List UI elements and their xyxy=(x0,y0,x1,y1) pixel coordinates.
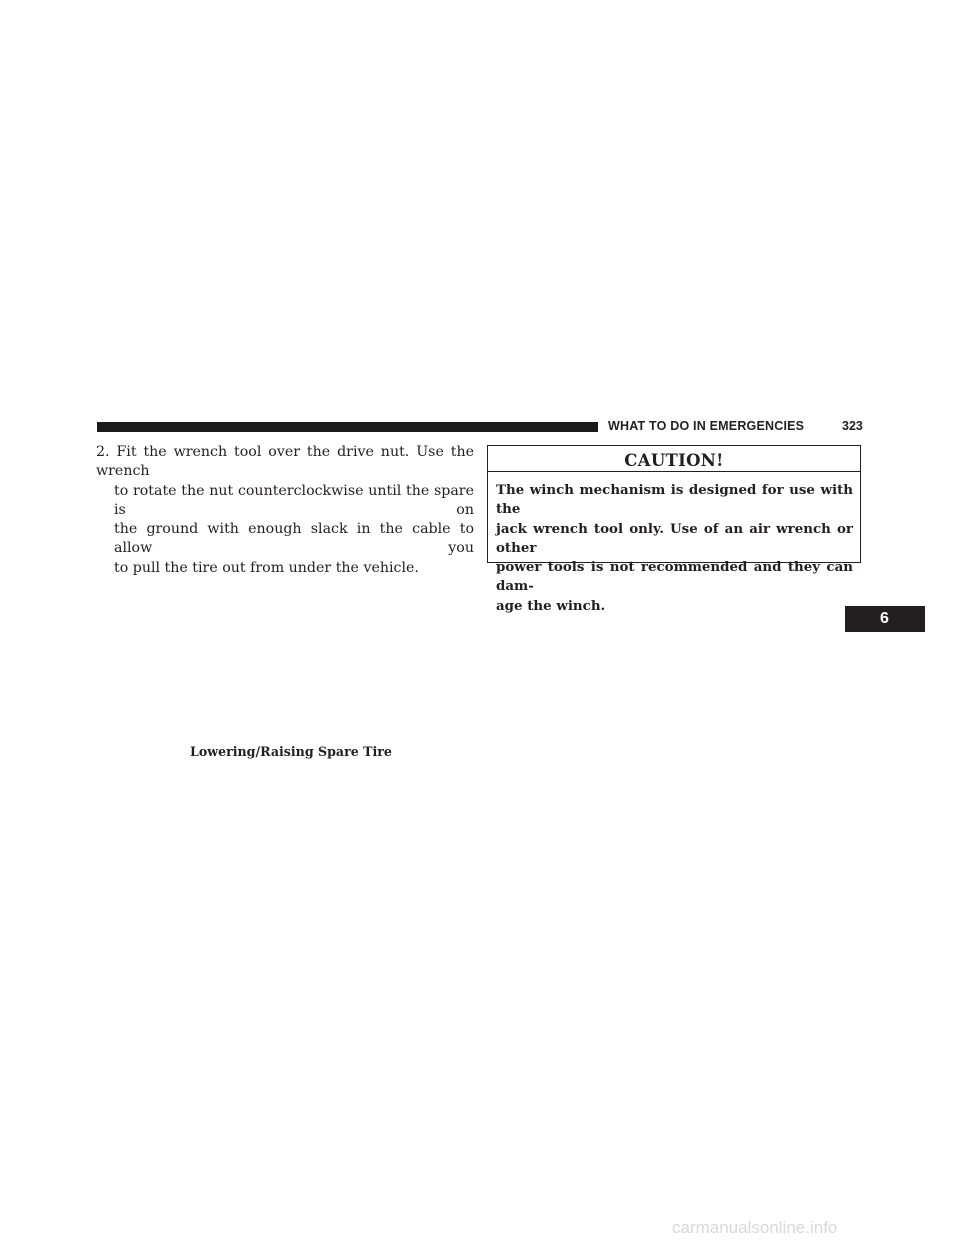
caution-line: jack wrench tool only. Use of an air wrench or other xyxy=(496,520,853,556)
step-line: the ground with enough slack in the cable to allow you xyxy=(114,521,474,557)
caution-line: The winch mechanism is designed for use with the xyxy=(496,482,853,518)
section-title: WHAT TO DO IN EMERGENCIES xyxy=(608,419,805,433)
caution-divider xyxy=(488,471,860,472)
caution-text xyxy=(496,481,853,616)
caution-line: age the winch. xyxy=(496,597,606,614)
page-number: 323 xyxy=(842,419,863,433)
step-line: to rotate the nut counterclockwise until the spare is on xyxy=(114,482,474,518)
step-line: 2. Fit the wrench tool over the drive nut. Use the wrench xyxy=(96,444,474,480)
step-2-text xyxy=(96,443,474,578)
watermark: carmanualsonline.info xyxy=(672,1218,838,1237)
caution-title: CAUTION! xyxy=(624,451,724,470)
caution-box xyxy=(487,445,861,614)
header-rule xyxy=(97,422,598,432)
section-tab: 6 xyxy=(845,606,925,632)
step-line: to pull the tire out from under the vehicle. xyxy=(114,559,419,576)
figure-caption: Lowering/Raising Spare Tire xyxy=(190,744,392,759)
caution-line: power tools is not recommended and they can dam- xyxy=(496,559,853,595)
